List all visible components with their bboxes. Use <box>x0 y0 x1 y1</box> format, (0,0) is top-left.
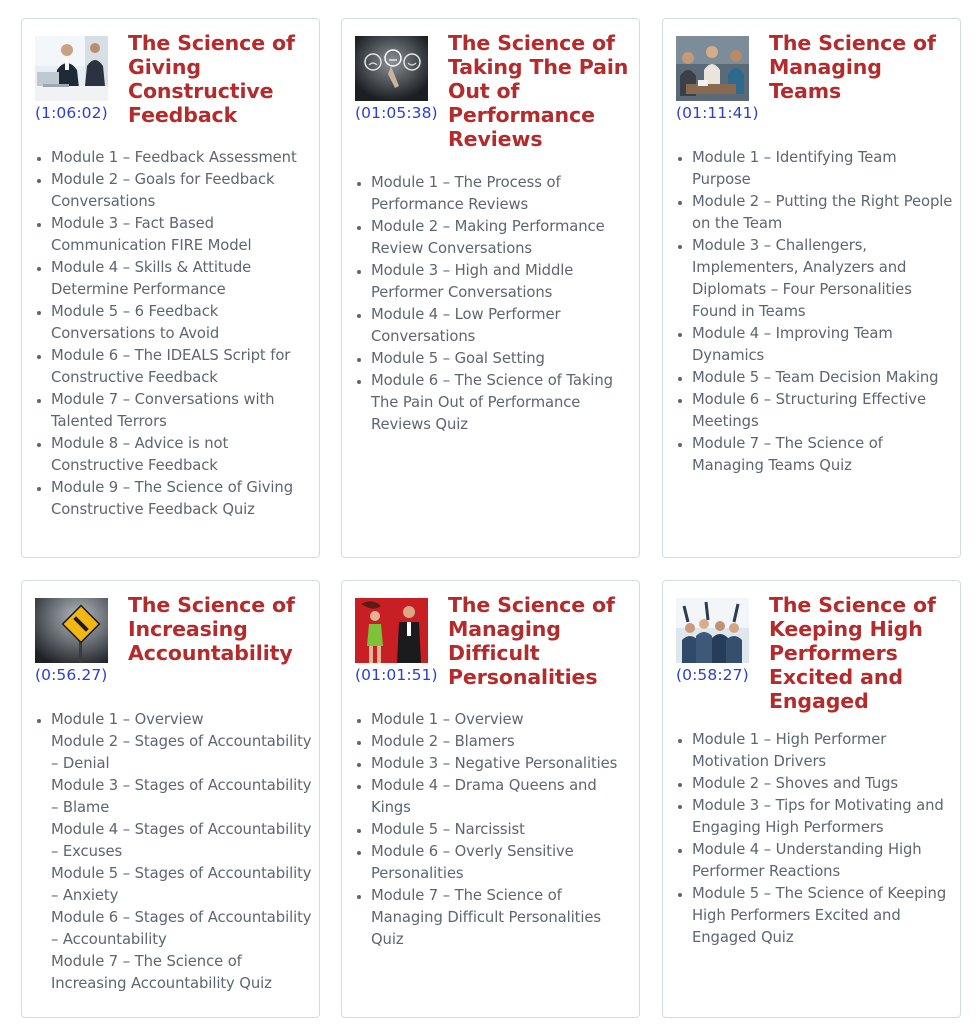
list-item: • Module 8 – Advice is not Constructive Feedback <box>51 433 313 477</box>
list-item: • Module 3 – Challengers, Implementers, Analyzers and Diplomats – Four Personalities Found in Teams <box>692 235 954 323</box>
list-item: • Module 2 – Putting the Right People on the Team <box>692 191 954 235</box>
list-item: • Module 6 – The IDEALS Script for Constructive Feedback <box>51 345 313 389</box>
list-item: • Module 9 – The Science of Giving Constructive Feedback Quiz <box>51 477 313 521</box>
list-item: • Module 4 – Understanding High Performer Reactions <box>692 839 954 883</box>
list-item: • Module 6 – Overly Sensitive Personalities <box>371 841 633 885</box>
list-item: • Module 1 – Overview <box>371 709 633 731</box>
course-card-constructive-feedback <box>21 18 320 558</box>
course-card-performance-reviews <box>341 18 640 558</box>
course-duration: (01:01:51) <box>355 666 438 684</box>
list-item: • Module 2 – Blamers <box>371 731 633 753</box>
module-list <box>353 172 633 436</box>
list-item: • Module 5 – 6 Feedback Conversations to Avoid <box>51 301 313 345</box>
list-item: • Module 2 – Making Performance Review Conversations <box>371 216 633 260</box>
list-item: • Module 7 – The Science of Managing Difficult Personalities Quiz <box>371 885 633 951</box>
course-title[interactable]: The Science of Keeping High Performers Excited and Engaged <box>769 593 936 713</box>
list-item: Module 4 – Stages of Accountability – Excuses <box>51 821 312 860</box>
course-title[interactable]: The Science of Giving Constructive Feedback <box>128 31 295 127</box>
list-item: • Module 2 – Goals for Feedback Conversations <box>51 169 313 213</box>
list-item: Module 3 – Stages of Accountability – Blame <box>51 777 312 816</box>
list-item: • Module 3 – Tips for Motivating and Engaging High Performers <box>692 795 954 839</box>
course-title[interactable]: The Science of Taking The Pain Out of Performance Reviews <box>448 31 629 151</box>
list-item: • Module 7 – Conversations with Talented Terrors <box>51 389 313 433</box>
list-item: Module 5 – Stages of Accountability – Anxiety <box>51 865 312 904</box>
module-list <box>353 709 633 951</box>
list-item: • Module 5 – Narcissist <box>371 819 633 841</box>
course-duration: (01:11:41) <box>676 104 759 122</box>
business-meeting-photo[interactable] <box>35 36 108 101</box>
list-item: • Module 4 – Skills & Attitude Determine Performance <box>51 257 313 301</box>
course-title[interactable]: The Science of Managing Difficult Personalities <box>448 593 615 689</box>
celebrating-team-photo[interactable] <box>676 598 749 663</box>
list-item: • Module 3 – Fact Based Communication FIRE Model <box>51 213 313 257</box>
list-item: • Module 6 – Structuring Effective Meetings <box>692 389 954 433</box>
list-item: • Module 3 – High and Middle Performer Conversations <box>371 260 633 304</box>
performance-rating-faces-photo[interactable] <box>355 36 428 101</box>
list-item: • Module 1 – Identifying Team Purpose <box>692 147 954 191</box>
list-item: • Module 3 – Negative Personalities <box>371 753 633 775</box>
list-item: • Module 1 – Overview <box>51 709 313 731</box>
module-list <box>33 709 313 995</box>
road-sign-photo[interactable] <box>35 598 108 663</box>
list-item: • Module 4 – Improving Team Dynamics <box>692 323 954 367</box>
list-item: • Module 2 – Shoves and Tugs <box>692 773 954 795</box>
course-duration: (0:58:27) <box>676 666 749 684</box>
list-item: • Module 4 – Drama Queens and Kings <box>371 775 633 819</box>
course-title[interactable]: The Science of Managing Teams <box>769 31 936 103</box>
course-card-managing-teams <box>662 18 961 558</box>
list-item: • Module 4 – Low Performer Conversations <box>371 304 633 348</box>
list-item: Module 6 – Stages of Accountability – Accountability <box>51 909 312 948</box>
list-item: Module 7 – The Science of Increasing Accountability Quiz <box>51 953 272 992</box>
course-card-difficult-personalities <box>341 580 640 1018</box>
list-item: • Module 5 – Goal Setting <box>371 348 633 370</box>
module-list <box>674 729 954 949</box>
list-item: • Module 5 – The Science of Keeping High Performers Excited and Engaged Quiz <box>692 883 954 949</box>
list-item: • Module 1 – Feedback Assessment <box>51 147 313 169</box>
course-title[interactable]: The Science of Increasing Accountability <box>128 593 295 665</box>
list-item: • Module 5 – Team Decision Making <box>692 367 954 389</box>
course-duration: (0:56.27) <box>35 666 108 684</box>
team-meeting-photo[interactable] <box>676 36 749 101</box>
list-item: • Module 1 – High Performer Motivation Drivers <box>692 729 954 773</box>
course-duration: (01:05:38) <box>355 104 438 122</box>
list-item: Module 2 – Stages of Accountability – Denial <box>51 733 312 772</box>
course-card-high-performers <box>662 580 961 1018</box>
list-item: • Module 7 – The Science of Managing Teams Quiz <box>692 433 954 477</box>
list-item: • Module 1 – The Process of Performance Reviews <box>371 172 633 216</box>
course-duration: (1:06:02) <box>35 104 108 122</box>
module-list <box>674 147 954 477</box>
difficult-people-photo[interactable] <box>355 598 428 663</box>
module-list <box>33 147 313 521</box>
list-item: • Module 6 – The Science of Taking The Pain Out of Performance Reviews Quiz <box>371 370 633 436</box>
course-card-increasing-accountability <box>21 580 320 1018</box>
